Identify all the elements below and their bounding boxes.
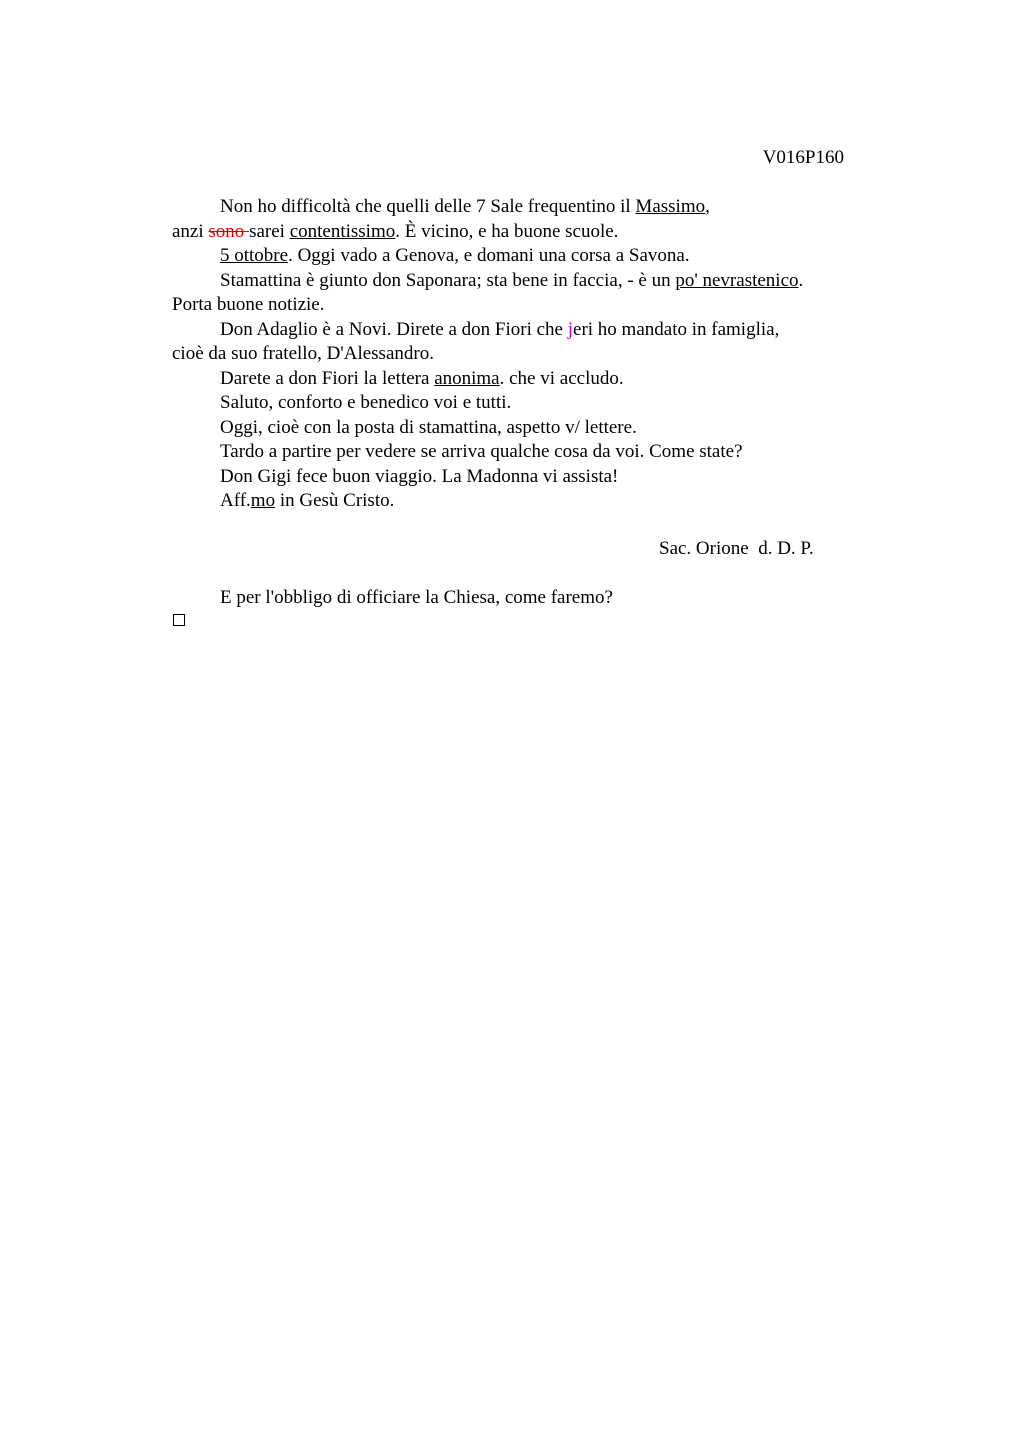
letter-line-6 [172, 318, 862, 343]
letter-body [172, 195, 862, 514]
underlined-word: anonima [434, 367, 500, 389]
text-segment: . [798, 269, 804, 291]
text-segment: Don Gigi fece buon viaggio. La Madonna vi assista! [220, 465, 619, 487]
letter-line-10 [172, 416, 862, 441]
text-segment: Non ho difficoltà che quelli delle 7 Sale frequentino il [220, 196, 636, 217]
underlined-word: po' nevrastenico [675, 269, 799, 291]
text-segment: . È vicino, e ha buone scuole. [395, 220, 619, 242]
text-segment: Don Adaglio è a Novi. Direte a don Fiori che [220, 318, 568, 340]
letter-line-12 [172, 465, 862, 490]
page-reference: V016P160 [762, 147, 844, 168]
text-segment: Aff. [220, 490, 251, 511]
letter-line-2 [172, 220, 862, 245]
underlined-word: Massimo [635, 196, 706, 217]
text-segment: . che vi accludo. [499, 367, 624, 389]
text-segment: eri ho mandato in famiglia, [573, 318, 780, 340]
text-segment: Tardo a partire per vedere se arriva qualche cosa da voi. Come state? [220, 441, 743, 462]
text-segment: Saluto, conforto e benedico voi e tutti. [220, 392, 512, 413]
letter-line-7 [172, 342, 862, 367]
letter-line-3 [172, 244, 862, 269]
text-segment: . Oggi vado a Genova, e domani una corsa a Savona. [288, 245, 690, 266]
letter-line-1 [172, 195, 862, 220]
letter-line-13 [172, 489, 862, 514]
text-segment: sarei [249, 220, 290, 242]
text-segment: in Gesù Cristo. [275, 490, 395, 511]
letter-line-4 [172, 269, 862, 294]
postscript: E per l'obbligo di officiare la Chiesa, come faremo? [220, 587, 613, 608]
underlined-word: contentissimo [289, 220, 396, 242]
text-segment: anzi [172, 220, 209, 242]
text-segment: Darete a don Fiori la lettera [220, 367, 435, 389]
corrected-letter: j [567, 318, 574, 340]
text-segment: Stamattina è giunto don Saponara; sta bene in faccia, - è un [220, 269, 676, 291]
signature: Sac. Orione d. D. P. [659, 538, 814, 559]
underlined-abbreviation: mo [250, 490, 276, 511]
letter-line-5 [172, 293, 862, 318]
deleted-word: sono [208, 220, 250, 242]
checkbox-square-icon [173, 614, 185, 626]
letter-line-9 [172, 391, 862, 416]
text-segment: Porta buone notizie. [172, 294, 325, 315]
letter-line-8 [172, 367, 862, 392]
underlined-date: 5 ottobre [220, 245, 289, 266]
letter-line-11 [172, 440, 862, 465]
text-segment: cioè da suo fratello, D'Alessandro. [172, 343, 434, 364]
text-segment: Oggi, cioè con la posta di stamattina, aspetto v/ lettere. [220, 416, 637, 438]
text-segment: , [705, 196, 710, 217]
